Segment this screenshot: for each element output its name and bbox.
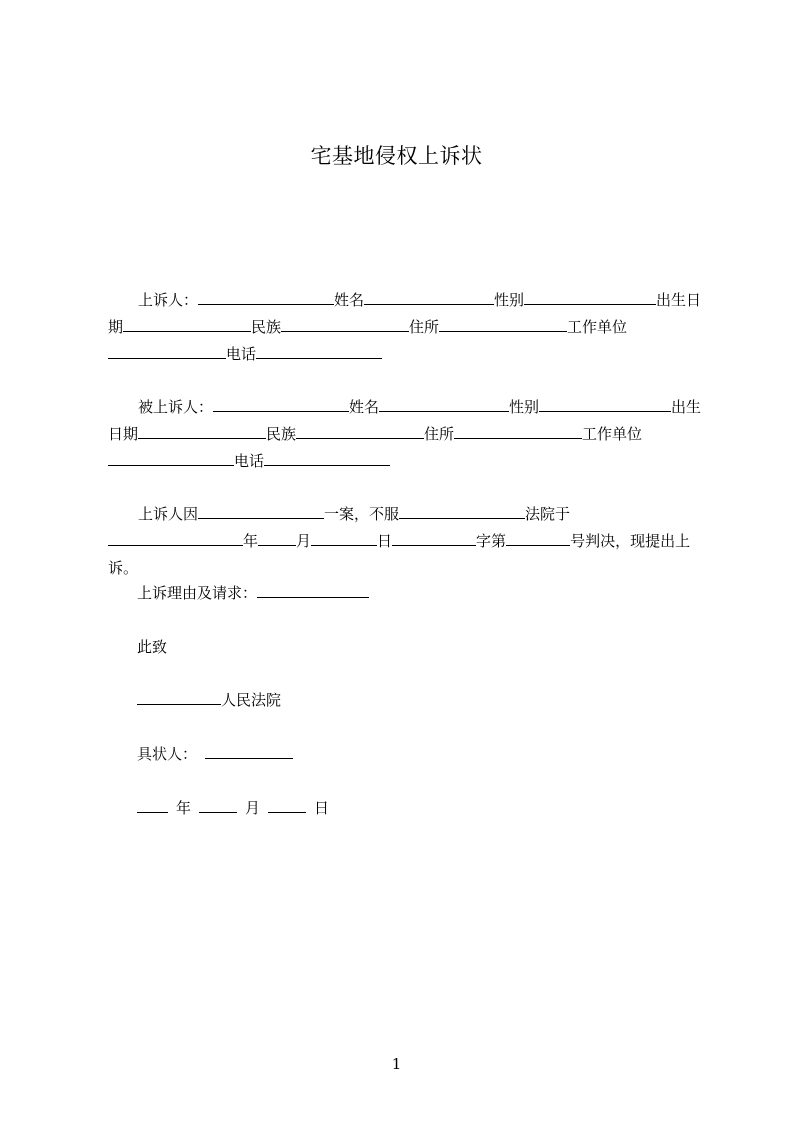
date-line — [137, 795, 329, 822]
salutation: 此致 — [137, 638, 168, 656]
appellee-ethnicity-label: 民族 — [266, 425, 297, 443]
appellant-gender-label: 性别 — [494, 291, 525, 309]
appellee-section — [108, 394, 704, 475]
signer-line — [137, 741, 293, 768]
case-ending: 号判决，现提出上诉。 — [108, 532, 691, 577]
date-month-blank[interactable] — [199, 799, 237, 813]
case-word-no: 字第 — [476, 532, 507, 550]
appellant-ethnicity-label: 民族 — [251, 318, 282, 336]
case-number-blank[interactable] — [506, 532, 570, 546]
signer-blank[interactable] — [205, 745, 293, 759]
appellee-phone-blank[interactable] — [264, 452, 390, 466]
reasons-label: 上诉理由及请求： — [137, 584, 258, 602]
page-number: 1 — [391, 1055, 402, 1073]
appellee-employer-label: 工作单位 — [582, 425, 643, 443]
case-day-blank[interactable] — [311, 532, 377, 546]
appellant-phone-label: 电话 — [226, 345, 257, 363]
appellant-name-label: 姓名 — [334, 291, 365, 309]
case-year-blank[interactable] — [108, 532, 243, 546]
appellant-gender-blank[interactable] — [524, 291, 656, 305]
appellee-label: 被上诉人： — [138, 398, 214, 416]
date-year-blank[interactable] — [137, 799, 168, 813]
date-month: 月 — [245, 799, 261, 817]
appellee-name-label: 姓名 — [349, 398, 380, 416]
appellee-dob-label: 出生日期 — [108, 398, 702, 443]
appellee-phone-label: 电话 — [234, 452, 265, 470]
appellee-gender-label: 性别 — [509, 398, 540, 416]
appellant-dob-blank[interactable] — [123, 318, 251, 332]
appellee-blank[interactable] — [213, 398, 349, 412]
court-line — [137, 687, 281, 714]
appellee-name-blank[interactable] — [379, 398, 509, 412]
appellee-address-label: 住所 — [424, 425, 455, 443]
appellee-ethnicity-blank[interactable] — [296, 425, 424, 439]
case-cause-blank[interactable] — [198, 505, 324, 519]
date-year: 年 — [176, 799, 192, 817]
case-word-blank[interactable] — [392, 532, 476, 546]
appellant-phone-blank[interactable] — [256, 345, 382, 359]
case-day: 日 — [377, 532, 393, 550]
case-year: 年 — [243, 532, 259, 550]
appellant-section — [108, 287, 704, 368]
appellant-label: 上诉人： — [138, 291, 199, 309]
case-section — [108, 501, 704, 582]
appellant-ethnicity-blank[interactable] — [281, 318, 409, 332]
appellee-address-blank[interactable] — [454, 425, 582, 439]
case-intro: 上诉人因 — [138, 505, 199, 523]
appellant-employer-label: 工作单位 — [567, 318, 628, 336]
case-court-text: 法院于 — [525, 505, 571, 523]
reasons-line — [137, 580, 369, 607]
signer-label: 具状人： — [137, 745, 198, 763]
appellee-gender-blank[interactable] — [539, 398, 671, 412]
appellee-dob-blank[interactable] — [138, 425, 266, 439]
appellant-address-blank[interactable] — [439, 318, 567, 332]
court-suffix: 人民法院 — [221, 691, 282, 709]
appellee-employer-blank[interactable] — [108, 452, 234, 466]
reasons-blank[interactable] — [257, 584, 369, 598]
date-day: 日 — [314, 799, 330, 817]
case-month-blank[interactable] — [258, 532, 296, 546]
case-month: 月 — [296, 532, 312, 550]
date-day-blank[interactable] — [268, 799, 306, 813]
document-title: 宅基地侵权上诉状 — [310, 144, 483, 168]
case-text: 一案，不服 — [324, 505, 400, 523]
appellant-name-blank[interactable] — [364, 291, 494, 305]
appellant-address-label: 住所 — [409, 318, 440, 336]
case-court-blank[interactable] — [399, 505, 525, 519]
appellant-blank[interactable] — [198, 291, 334, 305]
court-name-blank[interactable] — [137, 691, 221, 705]
appellant-employer-blank[interactable] — [108, 345, 226, 359]
appellant-dob-label: 出生日期 — [108, 291, 702, 336]
